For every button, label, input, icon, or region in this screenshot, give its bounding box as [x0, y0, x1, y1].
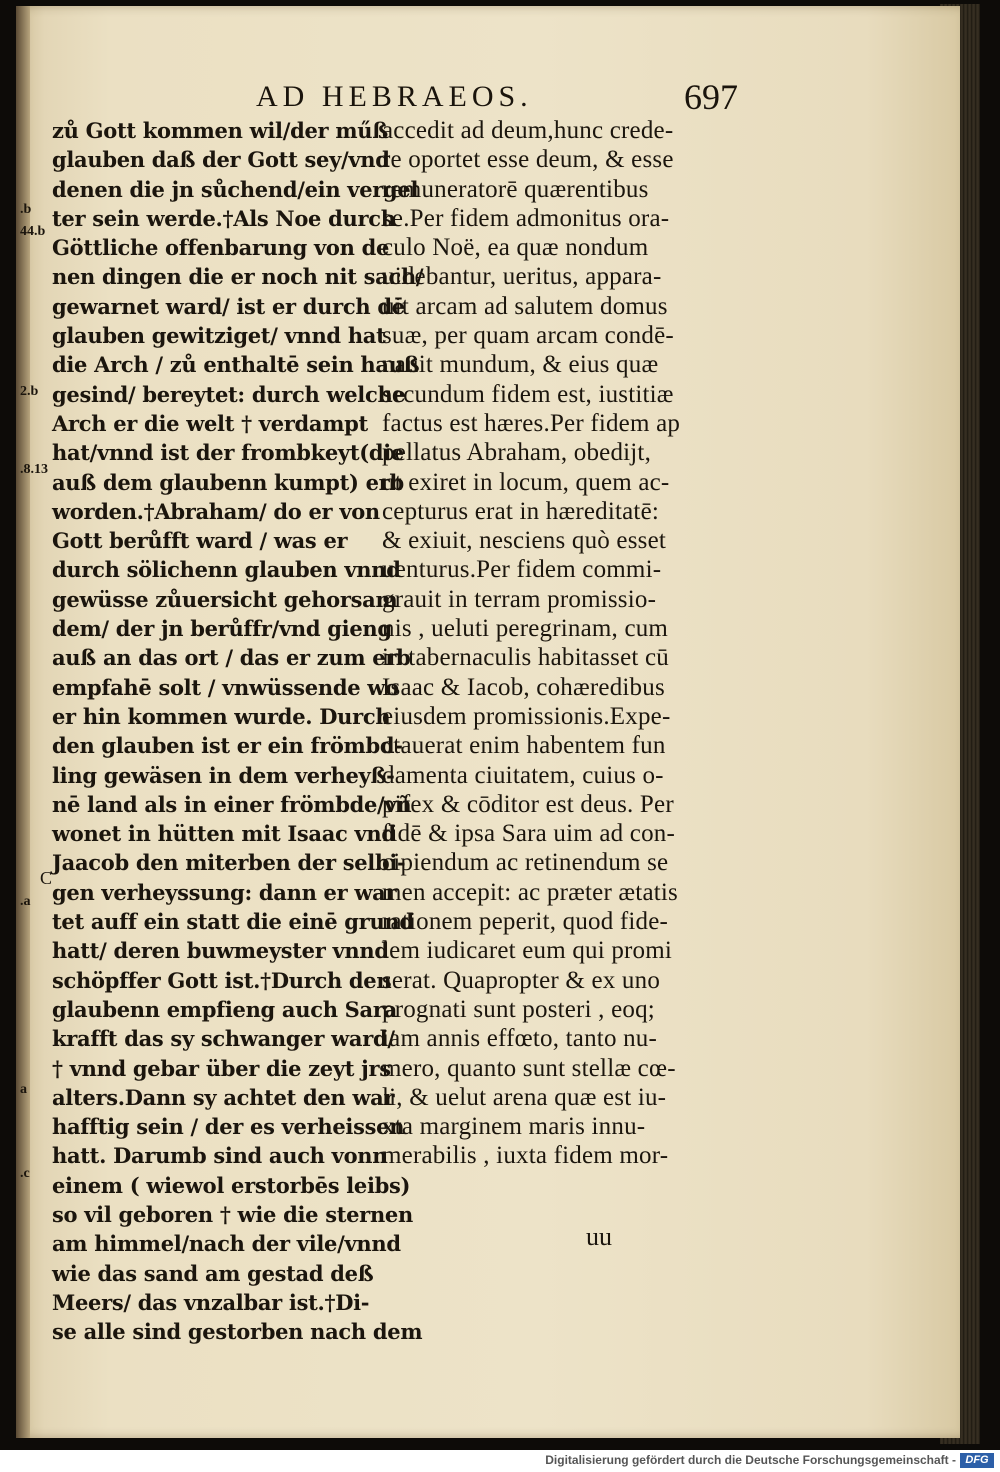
- german-text-line: se alle sind gestorben nach dem: [52, 1319, 423, 1345]
- german-text-line: am himmel/nach der vile/vnnd: [52, 1231, 401, 1257]
- latin-text-line: prognati sunt posteri , eoq;: [382, 995, 655, 1023]
- margin-note: .c: [20, 1166, 30, 1181]
- latin-text-column: [382, 116, 680, 1171]
- latin-text-line: serat. Quapropter & ex uno: [382, 966, 661, 994]
- german-text-line: nen dingen die er noch nit sach/: [52, 264, 424, 290]
- book-gutter: [16, 6, 30, 1438]
- german-text-line: denen die jn sůchend/ein vergel: [52, 176, 419, 202]
- german-text-line: den glauben ist er ein frömbd-: [52, 733, 403, 759]
- latin-text-line: se.Per fidem admonitus ora-: [382, 204, 670, 232]
- funding-credit: Digitalisierung gefördert durch die Deutsche Forschungsgemeinschaft -: [545, 1453, 956, 1467]
- german-text-line: so vil geboren † wie die sternen: [52, 1201, 413, 1227]
- german-text-line: worden.†Abraham/ do er von: [52, 498, 380, 524]
- latin-text-line: re oportet esse deum, & esse: [382, 146, 674, 174]
- margin-note: .a: [20, 894, 31, 909]
- latin-text-line: eiusdem promissionis.Expe-: [382, 702, 671, 730]
- german-text-line: glauben daß der Gott sey/vnd: [52, 147, 390, 173]
- german-text-line: schöpffer Gott ist.†Durch den: [52, 967, 392, 993]
- latin-text-line: mero, quanto sunt stellæ cœ-: [382, 1054, 676, 1082]
- book-page: [16, 6, 960, 1438]
- latin-text-line: secundum fidem est, iustitiæ: [382, 380, 674, 408]
- latin-text-line: culo Noë, ea quæ nondum: [382, 234, 649, 262]
- german-text-line: alters.Dann sy achtet den war: [52, 1084, 395, 1110]
- latin-text-line: merabilis , iuxta fidem mor-: [382, 1142, 669, 1170]
- german-text-line: ling gewäsen in dem verheyß-: [52, 762, 395, 788]
- catchword: uu: [586, 1222, 612, 1251]
- latin-text-line: pellatus Abraham, obedijt,: [382, 439, 652, 467]
- latin-text-line: nis , ueluti peregrinam, cum: [382, 615, 669, 643]
- german-text-line: hat/vnnd ist der frombkeyt(die: [52, 440, 404, 466]
- digitization-footer: [0, 1450, 1000, 1472]
- latin-text-line: in tabernaculis habitasset cū: [382, 644, 669, 672]
- latin-text-line: rationem peperit, quod fide-: [382, 908, 669, 936]
- latin-text-line: uit arcam ad salutem domus: [382, 292, 668, 320]
- german-text-line: † vnnd gebar über die zeyt jrs: [52, 1055, 391, 1081]
- margin-note: 44.b: [20, 224, 46, 239]
- german-text-line: glauben gewitziget/ vnnd hat: [52, 323, 386, 349]
- german-text-line: dem/ der jn berůffr/vnd gieng: [52, 616, 392, 642]
- latin-text-line: remuneratorē quærentibus: [382, 175, 649, 203]
- margin-note: a: [20, 1082, 27, 1097]
- latin-text-line: iam annis effœto, tanto nu-: [382, 1025, 658, 1053]
- latin-text-line: men accepit: ac præter ætatis: [382, 878, 678, 906]
- german-text-line: empfahē solt / vnwüssende wo: [52, 674, 399, 700]
- running-head: AD HEBRAEOS.: [256, 80, 533, 113]
- german-text-line: hatt. Darumb sind auch vonn: [52, 1143, 388, 1169]
- margin-note: .b: [20, 202, 32, 217]
- margin-note: .8.13: [20, 462, 48, 477]
- latin-text-line: ctauerat enim habentem fun: [382, 732, 666, 760]
- page-number: 697: [684, 77, 738, 117]
- section-marker: C: [40, 868, 53, 888]
- latin-text-line: lem iudicaret eum qui promi: [382, 937, 673, 965]
- latin-text-line: damenta ciuitatem, cuius o-: [382, 761, 664, 789]
- german-text-line: zů Gott kommen wil/der műß: [52, 118, 388, 143]
- german-text-line: Meers/ das vnzalbar ist.†Di-: [52, 1289, 370, 1315]
- latin-text-line: uidebantur, ueritus, appara-: [382, 263, 662, 291]
- latin-text-line: factus est hæres.Per fidem ap: [382, 409, 681, 437]
- latin-text-line: fidē & ipsa Sara uim ad con-: [382, 820, 676, 848]
- latin-text-line: cepturus erat in hæreditatē:: [382, 497, 660, 525]
- german-text-column: [52, 116, 423, 1346]
- dfg-logo: DFG: [960, 1453, 994, 1468]
- german-text-line: durch sölichenn glauben vnnd: [52, 557, 401, 583]
- latin-text-line: uenturus.Per fidem commi-: [382, 556, 662, 584]
- latin-text-line: Isaac & Iacob, cohæredibus: [382, 673, 665, 701]
- latin-text-line: li, & uelut arena quæ est iu-: [382, 1083, 667, 1111]
- german-text-line: hafftig sein / der es verheissen: [52, 1114, 405, 1140]
- german-text-line: einem ( wiewol erstorbēs leibs): [52, 1172, 411, 1198]
- latin-text-line: suæ, per quam arcam condē-: [382, 322, 674, 350]
- german-text-line: hatt/ deren buwmeyster vnnd: [52, 938, 389, 964]
- german-text-line: auß dem glaubenn kumpt) erb: [52, 469, 404, 495]
- latin-text-line: xta marginem maris innu-: [382, 1113, 646, 1141]
- german-text-line: glaubenn empfieng auch Sara: [52, 996, 397, 1022]
- german-text-line: wonet in hütten mit Isaac vnd: [52, 821, 396, 847]
- german-text-line: ter sein werde.†Als Noe durch: [52, 205, 396, 231]
- german-text-line: tet auff ein statt die einē grund: [52, 909, 414, 935]
- german-text-line: er hin kommen wurde. Durch: [52, 703, 391, 729]
- latin-text-line: accedit ad deum,hunc crede-: [382, 117, 674, 144]
- german-text-line: auß an das ort / das er zum erb: [52, 645, 411, 671]
- latin-text-line: nauit mundum, & eius quæ: [382, 351, 659, 379]
- german-text-line: Jaacob den miterben der selbi-: [52, 850, 406, 876]
- german-text-line: die Arch / zů enthaltē sein hauß: [52, 352, 420, 378]
- german-text-line: Gott berůfft ward / was er: [52, 528, 348, 554]
- latin-text-line: ut exiret in locum, quem ac-: [382, 468, 670, 496]
- latin-text-line: cipiendum ac retinendum se: [382, 849, 669, 877]
- german-text-line: gewüsse zůuersicht gehorsam: [52, 586, 398, 612]
- german-text-line: nē land als in einer frömbde/vñ: [52, 791, 412, 817]
- german-text-line: krafft das sy schwanger ward/: [52, 1026, 395, 1052]
- latin-text-line: & exiuit, nesciens quò esset: [382, 527, 667, 555]
- latin-text-line: grauit in terram promissio-: [382, 585, 657, 613]
- german-text-line: gewarnet ward/ ist er durch dē: [52, 293, 405, 319]
- german-text-line: gen verheyssung: dann er war: [52, 879, 397, 905]
- german-text-line: gesind/ bereytet: durch welche: [52, 381, 406, 407]
- margin-note: 2.b: [20, 384, 39, 399]
- latin-text-line: pifex & cōditor est deus. Per: [382, 790, 674, 818]
- german-text-line: Arch er die welt † verdampt: [52, 410, 368, 436]
- german-text-line: Göttliche offenbarung von de: [52, 235, 390, 261]
- german-text-line: wie das sand am gestad deß: [52, 1260, 374, 1286]
